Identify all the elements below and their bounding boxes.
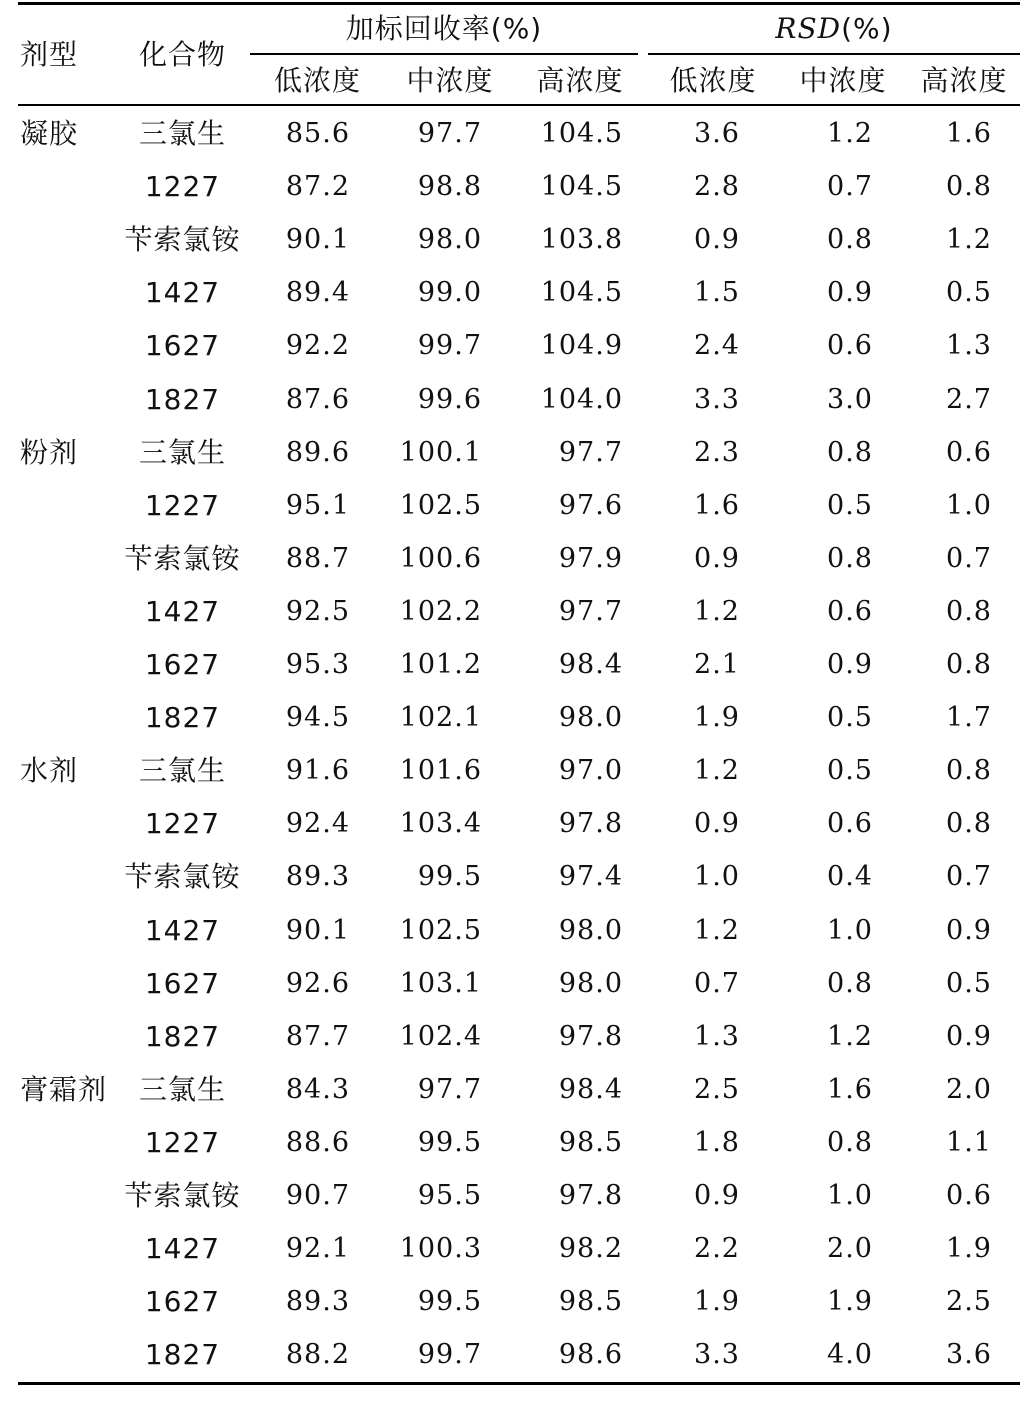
- cell-recovery-low: 92.2: [285, 330, 350, 362]
- cell-compound: 1227: [144, 488, 221, 522]
- header-rec-low: 低浓度: [273, 64, 361, 97]
- cell-recovery-high: 104.0: [540, 383, 623, 415]
- cell-rsd-low: 3.3: [694, 1339, 740, 1371]
- cell-rsd-mid: 1.0: [827, 1180, 873, 1211]
- cell-dosage-form: [20, 213, 130, 266]
- cell-recovery-low: 87.6: [285, 383, 350, 415]
- cell-rsd-mid: 4.0: [827, 1339, 873, 1371]
- cell-rsd-low: 0.9: [694, 224, 740, 256]
- cell-recovery-low: 85.6: [285, 118, 350, 149]
- cell-dosage-form: [20, 373, 130, 426]
- cell-rsd-mid: 0.5: [827, 702, 873, 734]
- cell-recovery-mid: 99.7: [417, 1339, 482, 1371]
- cell-rsd-mid: 1.0: [827, 914, 873, 946]
- cell-rsd-low: 1.9: [694, 1286, 740, 1318]
- cell-rsd-high: 0.8: [946, 171, 992, 203]
- cell-dosage-form: 粉剂: [20, 435, 79, 469]
- cell-compound: 1627: [144, 966, 221, 1000]
- cell-compound: 三氯生: [138, 117, 226, 150]
- cell-rsd-high: 1.0: [946, 489, 992, 521]
- cell-rsd-high: 1.3: [946, 330, 992, 362]
- cell-dosage-form: [20, 1328, 130, 1381]
- cell-compound: 1427: [144, 276, 221, 310]
- cell-recovery-low: 95.1: [285, 489, 350, 521]
- cell-compound: 1827: [144, 1338, 221, 1372]
- cell-dosage-form: [20, 479, 130, 532]
- cell-recovery-mid: 99.5: [417, 861, 482, 893]
- cell-rsd-high: 0.9: [946, 914, 992, 946]
- cell-compound: 三氯生: [138, 1072, 226, 1106]
- cell-rsd-low: 1.2: [694, 914, 740, 946]
- cell-rsd-low: 0.7: [694, 967, 740, 999]
- cell-recovery-mid: 101.6: [399, 755, 482, 787]
- cell-compound: 1627: [144, 1285, 221, 1319]
- cell-dosage-form: [20, 957, 130, 1010]
- cell-recovery-low: 89.3: [285, 861, 350, 893]
- cell-compound: 1227: [144, 807, 221, 841]
- cell-recovery-high: 104.9: [540, 330, 623, 362]
- cell-recovery-high: 98.0: [558, 914, 623, 946]
- cell-rsd-mid: 3.0: [827, 383, 873, 415]
- cell-rsd-high: 0.7: [946, 861, 992, 893]
- cell-recovery-high: 98.2: [558, 1233, 623, 1265]
- cell-rsd-high: 0.7: [946, 542, 992, 574]
- cell-dosage-form: 膏霜剂: [20, 1072, 108, 1106]
- header-rsd-mid: 中浓度: [799, 64, 887, 97]
- cell-recovery-high: 103.8: [540, 224, 623, 256]
- cell-dosage-form: [20, 691, 130, 744]
- cell-recovery-high: 98.6: [558, 1339, 623, 1371]
- cell-recovery-low: 92.5: [285, 595, 350, 627]
- cell-rsd-low: 0.9: [694, 808, 740, 840]
- cell-recovery-high: 97.8: [558, 808, 623, 840]
- cell-rsd-low: 3.6: [694, 118, 740, 149]
- cell-rsd-low: 1.6: [694, 489, 740, 521]
- cell-recovery-mid: 97.7: [417, 118, 482, 149]
- cell-rsd-high: 0.8: [946, 649, 992, 680]
- header-rec-high: 高浓度: [536, 64, 624, 97]
- cell-recovery-high: 97.4: [558, 861, 623, 893]
- cell-recovery-high: 97.8: [558, 1180, 623, 1211]
- cell-recovery-mid: 97.7: [417, 1073, 482, 1105]
- cell-rsd-low: 1.2: [694, 595, 740, 627]
- cell-dosage-form: [20, 904, 130, 957]
- cell-recovery-mid: 98.0: [417, 224, 482, 256]
- cell-rsd-high: 0.5: [946, 967, 992, 999]
- cell-rsd-low: 0.9: [694, 1180, 740, 1211]
- cell-recovery-low: 92.1: [285, 1233, 350, 1265]
- cell-recovery-low: 90.1: [285, 224, 350, 256]
- header-dosage-form: 剂型: [20, 38, 79, 71]
- cell-rsd-mid: 0.5: [827, 755, 873, 787]
- cell-rsd-high: 0.6: [946, 436, 992, 468]
- cell-recovery-mid: 102.1: [399, 702, 482, 734]
- cell-rsd-high: 3.6: [946, 1339, 992, 1371]
- cell-compound: 苄索氯铵: [124, 1179, 241, 1212]
- cell-rsd-high: 0.5: [946, 277, 992, 309]
- cell-rsd-low: 1.9: [694, 702, 740, 734]
- cell-recovery-low: 91.6: [285, 755, 350, 787]
- cell-recovery-mid: 102.5: [399, 489, 482, 521]
- rsd-unit: (%): [841, 12, 893, 45]
- cell-dosage-form: [20, 160, 130, 213]
- cell-recovery-low: 88.7: [285, 542, 350, 574]
- cell-compound: 1627: [144, 329, 221, 363]
- cell-rsd-low: 2.4: [694, 330, 740, 362]
- cell-dosage-form: [20, 1010, 130, 1063]
- cell-recovery-low: 88.2: [285, 1339, 350, 1371]
- cell-rsd-mid: 0.5: [827, 489, 873, 521]
- cell-recovery-mid: 103.4: [399, 808, 482, 840]
- cell-rsd-low: 1.2: [694, 755, 740, 787]
- cell-compound: 三氯生: [138, 435, 226, 469]
- header-recovery-group: 加标回收率(%): [345, 12, 543, 45]
- cell-rsd-mid: 0.8: [827, 542, 873, 574]
- cell-rsd-low: 2.2: [694, 1233, 740, 1265]
- cell-compound: 苄索氯铵: [124, 541, 241, 575]
- cell-rsd-mid: 0.8: [827, 967, 873, 999]
- cell-rsd-mid: 2.0: [827, 1233, 873, 1265]
- cell-rsd-mid: 0.8: [827, 436, 873, 468]
- header-rsd-low: 低浓度: [669, 64, 757, 97]
- cell-dosage-form: [20, 1222, 130, 1275]
- cell-compound: 1427: [144, 594, 221, 628]
- cell-rsd-low: 1.0: [694, 861, 740, 893]
- cell-compound: 1827: [144, 382, 221, 416]
- cell-recovery-low: 87.2: [285, 171, 350, 203]
- cell-recovery-low: 84.3: [285, 1073, 350, 1105]
- cell-rsd-low: 2.5: [694, 1073, 740, 1105]
- cell-compound: 苄索氯铵: [124, 223, 241, 257]
- cell-rsd-high: 2.0: [946, 1073, 992, 1105]
- cell-recovery-mid: 99.0: [417, 277, 482, 309]
- cell-dosage-form: [20, 1169, 130, 1222]
- cell-dosage-form: [20, 1116, 130, 1169]
- cell-recovery-mid: 101.2: [399, 649, 482, 680]
- header-compound: 化合物: [138, 38, 226, 71]
- cell-recovery-mid: 99.6: [417, 383, 482, 415]
- cell-recovery-high: 97.8: [558, 1020, 623, 1052]
- cell-recovery-high: 98.5: [558, 1126, 623, 1158]
- cell-recovery-low: 89.4: [285, 277, 350, 309]
- cell-rsd-mid: 1.6: [827, 1073, 873, 1105]
- cell-recovery-mid: 98.8: [417, 171, 482, 203]
- cell-compound: 苄索氯铵: [124, 860, 241, 894]
- cell-rsd-low: 2.3: [694, 436, 740, 468]
- header-rsd-high: 高浓度: [920, 64, 1008, 97]
- cell-recovery-mid: 99.7: [417, 330, 482, 362]
- cell-dosage-form: [20, 532, 130, 585]
- cell-compound: 1427: [144, 913, 221, 947]
- cell-recovery-mid: 102.4: [399, 1020, 482, 1052]
- cell-recovery-low: 89.3: [285, 1286, 350, 1318]
- cell-recovery-mid: 99.5: [417, 1286, 482, 1318]
- cell-recovery-mid: 100.6: [399, 542, 482, 574]
- cell-recovery-high: 97.7: [558, 595, 623, 627]
- cell-rsd-low: 2.8: [694, 171, 740, 203]
- cell-rsd-high: 0.8: [946, 808, 992, 840]
- cell-recovery-mid: 100.3: [399, 1233, 482, 1265]
- cell-recovery-high: 97.6: [558, 489, 623, 521]
- cell-recovery-low: 92.6: [285, 967, 350, 999]
- cell-rsd-low: 1.3: [694, 1020, 740, 1052]
- cell-compound: 1827: [144, 701, 221, 735]
- cell-rsd-high: 1.6: [946, 118, 992, 149]
- cell-recovery-mid: 102.2: [399, 595, 482, 627]
- cell-rsd-mid: 0.6: [827, 595, 873, 627]
- cell-recovery-mid: 95.5: [417, 1180, 482, 1211]
- cell-dosage-form: 水剂: [20, 754, 79, 788]
- cell-recovery-low: 88.6: [285, 1126, 350, 1158]
- rsd-label: RSD: [775, 12, 842, 45]
- cell-recovery-high: 104.5: [540, 118, 623, 149]
- cell-recovery-low: 94.5: [285, 702, 350, 734]
- cell-rsd-mid: 1.2: [827, 118, 873, 149]
- cell-dosage-form: [20, 319, 130, 372]
- cell-dosage-form: [20, 585, 130, 638]
- cell-recovery-low: 90.7: [285, 1180, 350, 1211]
- cell-rsd-mid: 0.9: [827, 649, 873, 680]
- bottom-rule: [18, 1382, 1020, 1385]
- cell-recovery-mid: 100.1: [399, 436, 482, 468]
- cell-rsd-high: 1.9: [946, 1233, 992, 1265]
- cell-rsd-high: 2.7: [946, 383, 992, 415]
- cell-dosage-form: [20, 638, 130, 691]
- cell-recovery-mid: 103.1: [399, 967, 482, 999]
- cell-recovery-high: 98.0: [558, 702, 623, 734]
- cell-recovery-high: 97.7: [558, 436, 623, 468]
- cell-rsd-high: 0.8: [946, 755, 992, 787]
- cell-rsd-high: 0.8: [946, 595, 992, 627]
- cell-recovery-high: 104.5: [540, 277, 623, 309]
- cell-recovery-low: 87.7: [285, 1020, 350, 1052]
- cell-recovery-mid: 102.5: [399, 914, 482, 946]
- cell-rsd-low: 1.8: [694, 1126, 740, 1158]
- cell-rsd-low: 3.3: [694, 383, 740, 415]
- header-rec-mid: 中浓度: [406, 64, 494, 97]
- cell-compound: 1627: [144, 648, 221, 681]
- cell-recovery-low: 90.1: [285, 914, 350, 946]
- cell-recovery-low: 92.4: [285, 808, 350, 840]
- cell-dosage-form: [20, 1275, 130, 1328]
- cell-recovery-low: 95.3: [285, 649, 350, 680]
- cell-rsd-high: 0.9: [946, 1020, 992, 1052]
- cell-dosage-form: [20, 797, 130, 850]
- cell-recovery-high: 98.0: [558, 967, 623, 999]
- cell-recovery-high: 98.5: [558, 1286, 623, 1318]
- cell-rsd-low: 1.5: [694, 277, 740, 309]
- cell-rsd-mid: 0.7: [827, 171, 873, 203]
- cell-rsd-mid: 0.6: [827, 330, 873, 362]
- cell-compound: 1227: [144, 170, 221, 204]
- cell-recovery-high: 97.0: [558, 755, 623, 787]
- cell-compound: 1827: [144, 1019, 221, 1053]
- cell-rsd-mid: 0.4: [827, 861, 873, 893]
- cell-rsd-high: 0.6: [946, 1180, 992, 1211]
- cell-recovery-mid: 99.5: [417, 1126, 482, 1158]
- cell-rsd-low: 2.1: [694, 649, 740, 680]
- cell-dosage-form: [20, 850, 130, 903]
- cell-rsd-high: 1.7: [946, 702, 992, 734]
- cell-recovery-high: 104.5: [540, 171, 623, 203]
- cell-rsd-high: 1.2: [946, 224, 992, 256]
- header-rsd-group: [648, 2, 1020, 55]
- cell-dosage-form: 凝胶: [20, 117, 79, 150]
- cell-recovery-high: 98.4: [558, 649, 623, 680]
- cell-dosage-form: [20, 266, 130, 319]
- cell-rsd-mid: 0.8: [827, 1126, 873, 1158]
- cell-recovery-low: 89.6: [285, 436, 350, 468]
- cell-rsd-mid: 0.8: [827, 224, 873, 256]
- cell-compound: 1427: [144, 1232, 221, 1266]
- cell-rsd-mid: 1.2: [827, 1020, 873, 1052]
- cell-recovery-high: 97.9: [558, 542, 623, 574]
- cell-rsd-high: 1.1: [946, 1126, 992, 1158]
- cell-rsd-high: 2.5: [946, 1286, 992, 1318]
- cell-recovery-high: 98.4: [558, 1073, 623, 1105]
- cell-compound: 三氯生: [138, 754, 226, 788]
- cell-rsd-mid: 1.9: [827, 1286, 873, 1318]
- cell-rsd-mid: 0.9: [827, 277, 873, 309]
- cell-compound: 1227: [144, 1125, 221, 1159]
- cell-rsd-low: 0.9: [694, 542, 740, 574]
- cell-rsd-mid: 0.6: [827, 808, 873, 840]
